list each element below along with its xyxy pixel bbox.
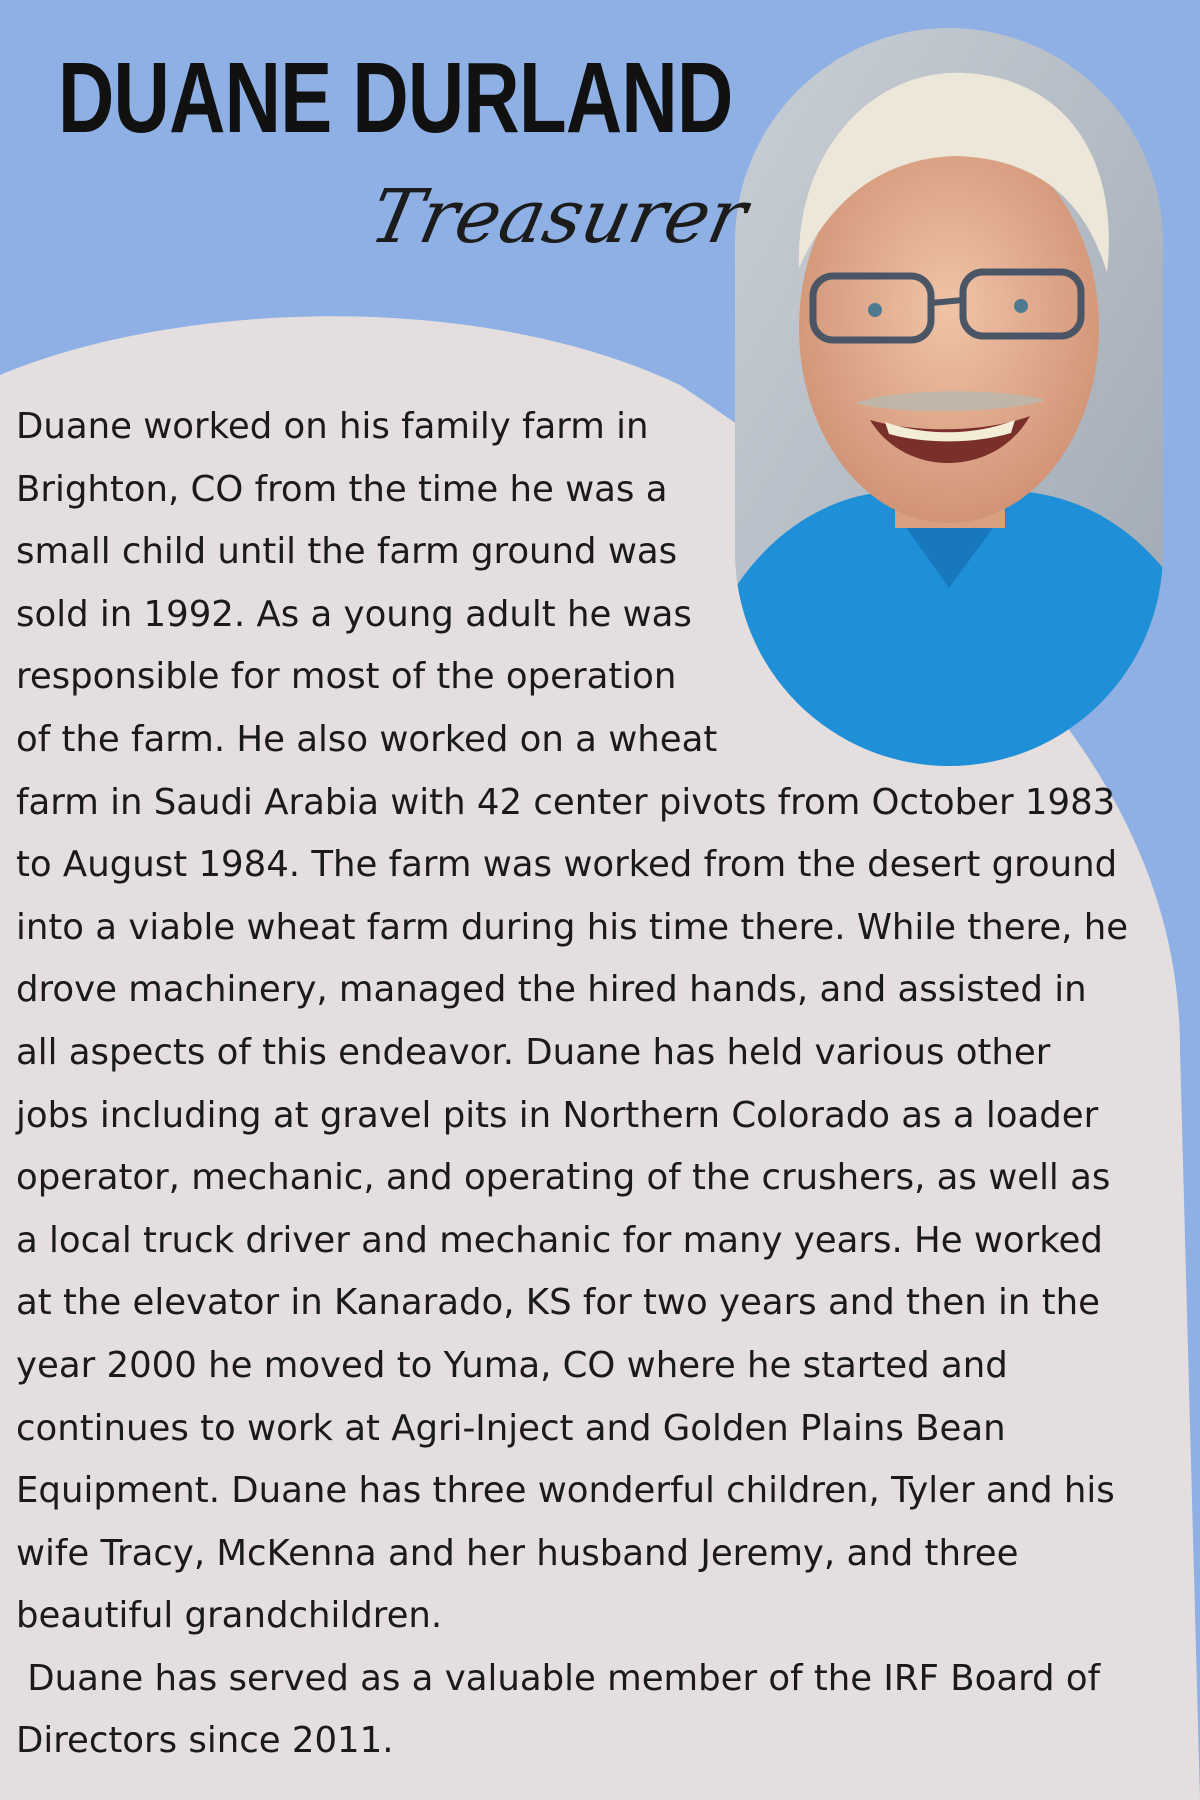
bio-line: Equipment. Duane has three wonderful children, Tyler and his [16,1470,1115,1512]
bio-line: to August 1984. The farm was worked from the desert ground [16,844,1118,886]
bio-line: operator, mechanic, and operating of the crushers, as well as [16,1157,1111,1199]
bio-line: sold in 1992. As a young adult he was [16,593,692,635]
bio-line: drove machinery, managed the hired hands, and assisted in [16,969,1087,1011]
bio-line: into a viable wheat farm during his time there. While there, he [16,906,1129,948]
page-title: DUANE DURLAND [58,42,733,154]
bio-line: jobs including at gravel pits in Northern Colorado as a loader [16,1094,1099,1136]
biography [16,396,1176,1773]
bio-line: Brighton, CO from the time he was a [16,468,668,510]
bio-line: all aspects of this endeavor. Duane has held various other [16,1031,1051,1073]
bio-line: small child until the farm ground was [16,531,678,573]
bio-line: Duane worked on his family farm in [16,406,649,447]
bio-line: farm in Saudi Arabia with 42 center pivots from October 1983 [16,781,1116,823]
bio-line: year 2000 he moved to Yuma, CO where he started and [16,1344,1008,1386]
role-subtitle: Treasurer [362,174,755,260]
bio-line: a local truck driver and mechanic for many years. He worked [16,1219,1103,1261]
bio-line: responsible for most of the operation [16,656,677,698]
bio-line: wife Tracy, McKenna and her husband Jeremy, and three [16,1532,1019,1574]
bio-line: of the farm. He also worked on a wheat [16,718,718,760]
bio-line: continues to work at Agri-Inject and Golden Plains Bean [16,1407,1006,1449]
bio-line: Directors since 2011. [16,1720,394,1762]
bio-line: Duane has served as a valuable member of the IRF Board of [16,1657,1101,1699]
bio-line: at the elevator in Kanarado, KS for two years and then in the [16,1282,1100,1324]
bio-line: beautiful grandchildren. [16,1595,443,1637]
